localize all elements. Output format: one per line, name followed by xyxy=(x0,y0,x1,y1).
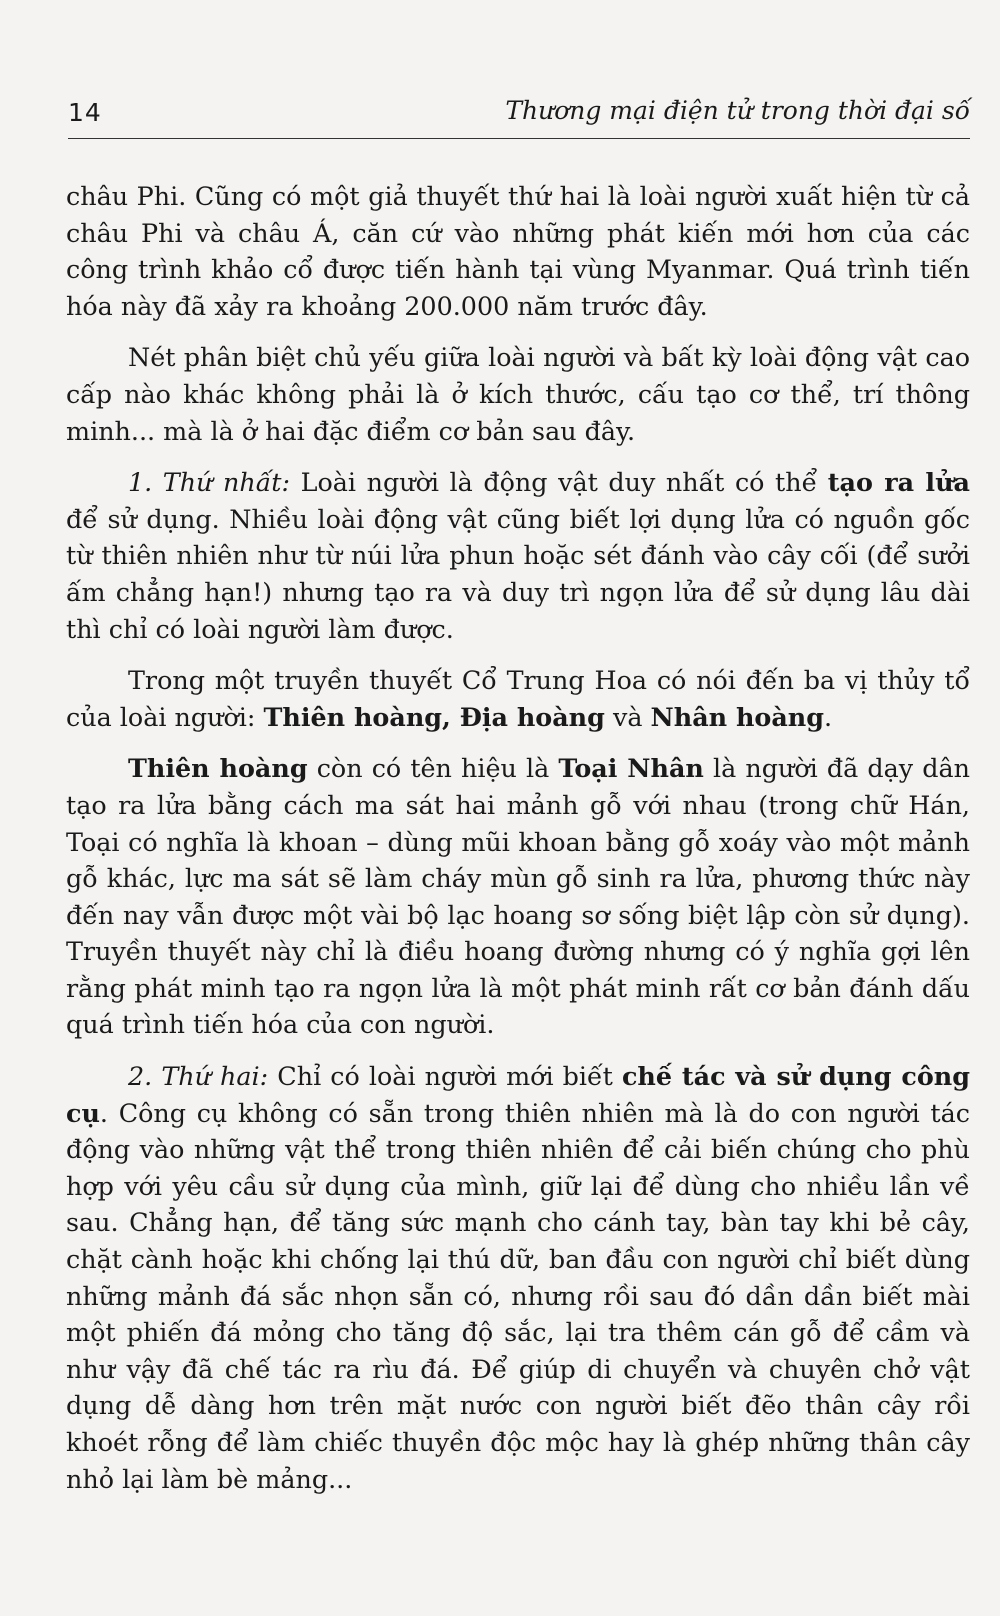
paragraph-text: Trong một truyền thuyết Cổ Trung Hoa có nói đến ba vị thủy tổ của loài người: xyxy=(66,665,970,732)
paragraph-text: . xyxy=(824,701,833,732)
paragraph-continued xyxy=(66,178,970,324)
body-text xyxy=(66,178,970,1497)
paragraph-text: là người đã dạy dân tạo ra lửa bằng cách ma sát hai mảnh gỗ với nhau (trong chữ Hán, Toại có nghĩa là khoan – dùng mũi khoan bằng gỗ xoáy vào một mảnh gỗ khác, lực ma sát sẽ làm cháy mùn gỗ sinh ra lửa, phương thức này đến nay vẫn được một vài bộ lạc hoang sơ sống biệt lập còn sử dụng). Truyền thuyết này chỉ là điều hoang đường nhưng có ý nghĩa gợi lên rằng phát minh tạo ra ngọn lửa là một phát minh rất cơ bản đánh dấu quá trình tiến hóa của con người. xyxy=(66,753,971,1040)
page-header xyxy=(68,92,970,136)
emphasis-text: Thiên hoàng xyxy=(128,753,308,784)
running-title: Thương mại điện tử trong thời đại số xyxy=(505,96,970,125)
paragraph-text: để sử dụng. Nhiều loài động vật cũng biết lợi dụng lửa có nguồn gốc từ thiên nhiên như từ núi lửa phun hoặc sét đánh vào cây cối (để sưởi ấm chẳng hạn!) nhưng tạo ra và duy trì ngọn lửa để sử dụng lâu dài thì chỉ có loài người làm được. xyxy=(66,503,970,644)
item-label: 1. Thứ nhất: xyxy=(128,467,291,498)
paragraph-text: Chỉ có loài người mới biết xyxy=(268,1061,622,1092)
page-number: 14 xyxy=(68,98,102,127)
header-rule xyxy=(68,138,970,139)
paragraph-first-trait xyxy=(66,464,970,647)
paragraph-text: . Công cụ không có sẵn trong thiên nhiên mà là do con người tác động vào những vật thể trong thiên nhiên để cải biến chúng cho phù hợp với yêu cầu sử dụng của mình, giữ lại để dùng cho nhiều lần về sau. Chẳng hạn, để tăng sức mạnh cho cánh tay, bàn tay khi bẻ cây, chặt cành hoặc khi chống lại thú dữ, ban đầu con người chỉ biết dùng những mảnh đá sắc nhọn sẵn có, nhưng rồi sau đó dần dần biết mài một phiến đá mỏng cho tăng độ sắc, lại tra thêm cán gỗ để cầm và như vậy đã chế tác ra rìu đá. Để giúp di chuyển và chuyên chở vật dụng dễ dàng hơn trên mặt nước con người biết đẽo thân cây rồi khoét rỗng để làm chiếc thuyền độc mộc hay là ghép những thân cây nhỏ lại làm bè mảng... xyxy=(66,1097,970,1494)
paragraph-text: Nét phân biệt chủ yếu giữa loài người và bất kỳ loài động vật cao cấp nào khác không phải là ở kích thước, cấu tạo cơ thể, trí thông minh... mà là ở hai đặc điểm cơ bản sau đây. xyxy=(66,342,970,446)
emphasis-text: tạo ra lửa xyxy=(827,467,970,498)
emphasis-text: Nhân hoàng xyxy=(650,701,825,732)
paragraph-text: còn có tên hiệu là xyxy=(307,753,559,784)
emphasis-text: chế tác và sử dụng công cụ xyxy=(66,1061,970,1128)
paragraph-thien-hoang xyxy=(66,750,970,1043)
item-label: 2. Thứ hai: xyxy=(128,1061,269,1092)
paragraph-second-trait xyxy=(66,1058,970,1497)
paragraph-text: và xyxy=(604,701,651,732)
emphasis-text: Thiên hoàng, Địa hoàng xyxy=(263,701,605,732)
paragraph-legend xyxy=(66,662,970,735)
paragraph-text: châu Phi. Cũng có một giả thuyết thứ hai là loài người xuất hiện từ cả châu Phi và châu Á, căn cứ vào những phát kiến mới hơn của các công trình khảo cổ được tiến hành tại vùng Myanmar. Quá trình tiến hóa này đã xảy ra khoảng 200.000 năm trước đây. xyxy=(66,181,970,321)
emphasis-text: Toại Nhân xyxy=(558,753,704,784)
paragraph-text: Loài người là động vật duy nhất có thể xyxy=(290,467,828,498)
paragraph-distinction xyxy=(66,339,970,449)
